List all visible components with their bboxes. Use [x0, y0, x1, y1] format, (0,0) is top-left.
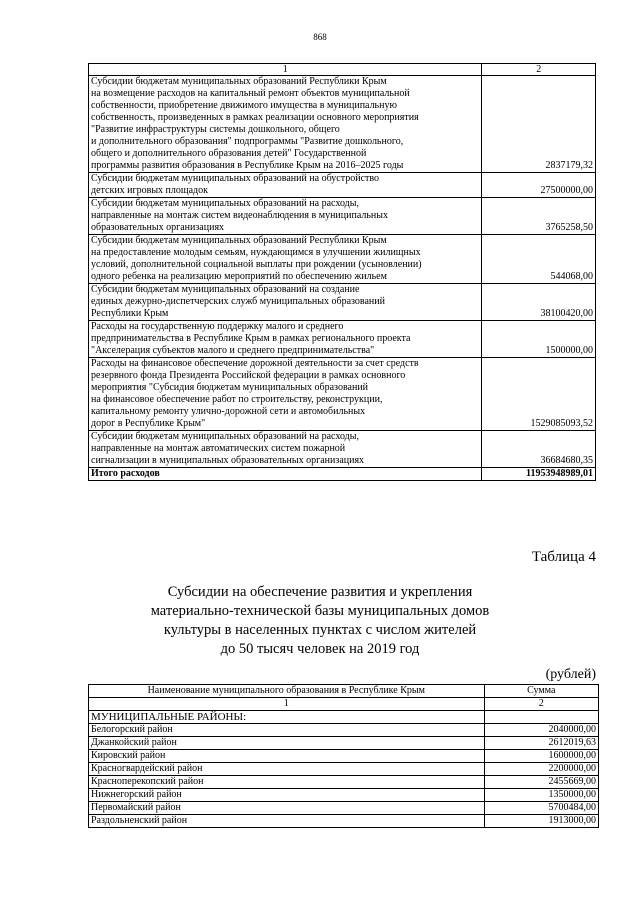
table-row: [89, 802, 599, 815]
table-row: [89, 789, 599, 802]
column-header-name: Наименование муниципального образования в Республике Крым: [89, 685, 485, 698]
total-row: [89, 468, 596, 481]
district-amount: 2200000,00: [484, 763, 598, 776]
district-name: Нижнегорский район: [89, 789, 485, 802]
row-amount: 36684680,35: [482, 431, 596, 468]
district-name: Красноперекопский район: [89, 776, 485, 789]
units-label: (рублей): [545, 667, 596, 682]
row-description: Расходы на государственную поддержку малого и среднего предпринимательства в Республике Крым в рамках регионального проекта "Акселерация субъектов малого и среднего предпринимательства": [89, 321, 482, 358]
table-row: [89, 776, 599, 789]
section-row: [89, 711, 599, 724]
district-name: Кировский район: [89, 750, 485, 763]
table-row: [89, 724, 599, 737]
column-number-1: 1: [89, 698, 485, 711]
row-description: Субсидии бюджетам муниципальных образований Республики Крым на возмещение расходов на капитальный ремонт объектов муниципальной собственности, приобретение движимого имущества в муниципальную собственность, произведенных в рамках реализации основного мероприятия "Развитие инфраструктуры системы дошкольного, общего и дополнительного образования" подпрограммы "Развитие дошкольного, общего и дополнительного образования детей" Государственной программы развития образования в Республике Крым на 2016–2025 годы: [89, 76, 482, 173]
row-description: Субсидии бюджетам муниципальных образований на расходы, направленные на монтаж систем видеонаблюдения в муниципальных образовательных организациях: [89, 198, 482, 235]
district-amount: 2040000,00: [484, 724, 598, 737]
table-label: Таблица 4: [531, 549, 596, 565]
row-description: Субсидии бюджетам муниципальных образований на расходы, направленные на монтаж автоматических систем пожарной сигнализации в муниципальных образовательных организациях: [89, 431, 482, 468]
district-name: Белогорский район: [89, 724, 485, 737]
district-name: Красногвардейский район: [89, 763, 485, 776]
district-name: Джанкойский район: [89, 737, 485, 750]
row-amount: 3765258,50: [482, 198, 596, 235]
page-number: 868: [313, 32, 327, 42]
row-amount: 1529085093,52: [482, 358, 596, 431]
column-number-2: 2: [484, 698, 598, 711]
row-amount: 2837179,32: [482, 76, 596, 173]
row-description: Расходы на финансовое обеспечение дорожной деятельности за счет средств резервного фонда Президента Российской федерации в рамках основного мероприятия "Субсидия бюджетам муниципальных образований на финансовое обеспечение работ по строительству, реконструкции, капитальному ремонту улично-дорожной сети и автомобильных дорог в Республике Крым": [89, 358, 482, 431]
row-amount: 27500000,00: [482, 173, 596, 198]
section-empty-cell: [484, 711, 598, 724]
table-row: [89, 235, 596, 284]
row-description: Субсидии бюджетам муниципальных образований на обустройство детских игровых площадок: [89, 173, 482, 198]
table-row: [89, 321, 596, 358]
table-row: [89, 198, 596, 235]
table-row: [89, 76, 596, 173]
column-number-2: 2: [482, 64, 596, 76]
total-label: Итого расходов: [89, 468, 482, 481]
row-amount: 1500000,00: [482, 321, 596, 358]
district-amount: 2612019,63: [484, 737, 598, 750]
column-numbers-row: [89, 698, 599, 711]
table-row: [89, 737, 599, 750]
table-row: [89, 750, 599, 763]
row-amount: 544068,00: [482, 235, 596, 284]
district-amount: 1350000,00: [484, 789, 598, 802]
table-row: [89, 815, 599, 828]
table-header-row: [89, 685, 599, 698]
row-description: Субсидии бюджетам муниципальных образований на создание единых дежурно-диспетчерских служб муниципальных образований Республики Крым: [89, 284, 482, 321]
expenses-table: [88, 63, 596, 481]
table-row: [89, 284, 596, 321]
table-row: [89, 763, 599, 776]
column-number-1: 1: [89, 64, 482, 76]
district-amount: 1913000,00: [484, 815, 598, 828]
total-amount: 11953948989,01: [482, 468, 596, 481]
table-header-row: [89, 64, 596, 76]
row-amount: 38100420,00: [482, 284, 596, 321]
district-amount: 5700484,00: [484, 802, 598, 815]
district-name: Раздольненский район: [89, 815, 485, 828]
district-name: Первомайский район: [89, 802, 485, 815]
district-amount: 1600000,00: [484, 750, 598, 763]
district-amount: 2455669,00: [484, 776, 598, 789]
column-header-sum: Сумма: [484, 685, 598, 698]
table-row: [89, 431, 596, 468]
table-row: [89, 358, 596, 431]
section-label: МУНИЦИПАЛЬНЫЕ РАЙОНЫ:: [89, 711, 485, 724]
subsidies-table: [88, 684, 599, 828]
table-row: [89, 173, 596, 198]
row-description: Субсидии бюджетам муниципальных образований Республики Крым на предоставление молодым семьям, нуждающимся в улучшении жилищных условий, дополнительной социальной выплаты при рождении (усыновлении) одного ребенка на реализацию мероприятий по обеспечению жильем: [89, 235, 482, 284]
table-title: Субсидии на обеспечение развития и укрепления материально-технической базы муниципальных домов культуры в населенных пунктах с числом жителей до 50 тысяч человек на 2019 год: [150, 584, 490, 657]
